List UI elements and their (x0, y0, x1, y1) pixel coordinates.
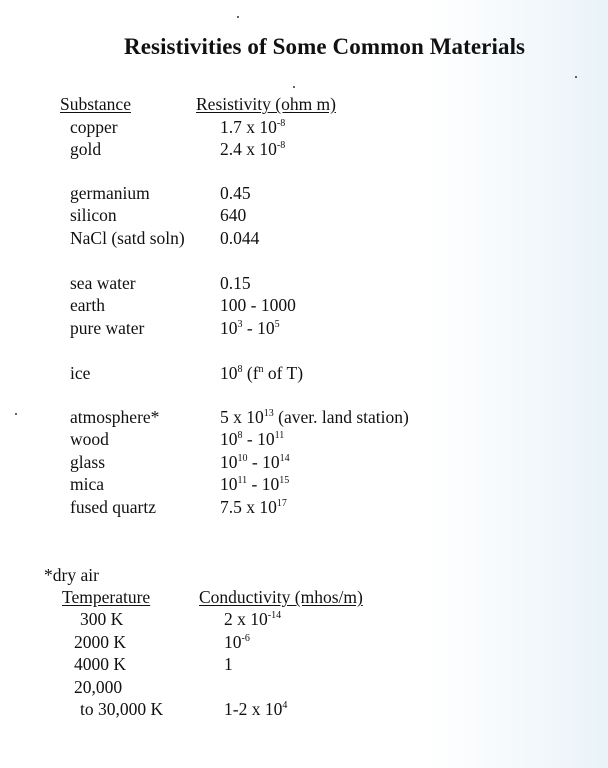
temperature-value: 300 K (80, 609, 124, 629)
resistivity-value: 100 - 1000 (220, 295, 296, 315)
substance-name: sea water (70, 273, 136, 293)
resistivity-value: $10^3 - 10^5$ (220, 318, 280, 338)
resistivity-value: $10^{11} - 10^{15}$ (220, 474, 290, 494)
conductivity-value: 1 (224, 654, 233, 674)
resistivity-value: 0.15 (220, 273, 251, 293)
substance-name: glass (70, 452, 105, 472)
conductivity-value: $10^{-6}$ (224, 632, 250, 652)
header-temperature: Temperature (62, 587, 151, 607)
resistivity-value: 0.45 (220, 183, 251, 203)
scan-speck (237, 16, 239, 18)
scan-speck (15, 413, 17, 415)
substance-name: mica (70, 474, 105, 494)
substance-name: fused quartz (70, 497, 157, 517)
resistivity-value: 1.7 x $10^{-8}$ (220, 117, 286, 137)
substance-name: silicon (70, 205, 117, 225)
substance-name: germanium (70, 183, 150, 203)
footnote: *dry air (44, 565, 99, 585)
substance-name: gold (70, 139, 102, 159)
temperature-value: to 30,000 K (80, 699, 164, 719)
header-resistivity: Resistivity (ohm m) (196, 94, 336, 114)
temperature-value: 20,000 (74, 677, 123, 697)
resistivity-value: 2.4 x $10^{-8}$ (220, 139, 286, 159)
substance-name: ice (70, 363, 91, 383)
resistivity-value: $10^8$ ($f^n$ of T) (220, 363, 304, 383)
header-conductivity: Conductivity (mhos/m) (199, 587, 363, 607)
resistivity-value: $10^8 - 10^{11}$ (220, 429, 285, 449)
temperature-value: 4000 K (74, 654, 127, 674)
conductivity-value: 2 x $10^{-14}$ (224, 609, 282, 629)
scan-speck (575, 76, 577, 78)
substance-name: NaCl (satd soln) (70, 228, 185, 248)
conductivity-value: 1-2 x $10^4$ (224, 699, 288, 719)
resistivity-value: $10^{10} - 10^{14}$ (220, 452, 290, 472)
page-title: Resistivities of Some Common Materials (124, 34, 526, 59)
substance-name: wood (70, 429, 109, 449)
scan-speck (293, 86, 295, 88)
temperature-value: 2000 K (74, 632, 127, 652)
substance-name: atmosphere* (70, 407, 160, 427)
substance-name: pure water (70, 318, 145, 338)
resistivity-value: 0.044 (220, 228, 260, 248)
resistivity-value: 7.5 x $10^{17}$ (220, 497, 287, 517)
substance-name: earth (70, 295, 105, 315)
resistivity-value: 5 x $10^{13}$ (aver. land station) (220, 407, 409, 427)
resistivity-value: 640 (220, 205, 247, 225)
header-substance: Substance (60, 94, 131, 114)
substance-name: copper (70, 117, 118, 137)
